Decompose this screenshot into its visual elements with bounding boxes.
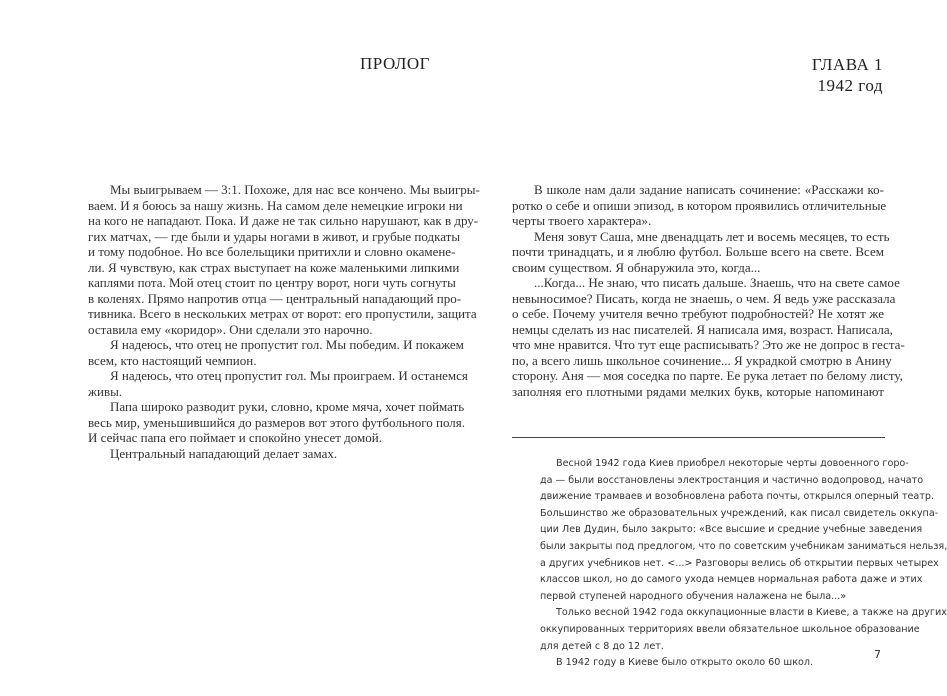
text-line: ротко о себе и опиши эпизод, в котором проявились отличительные (512, 197, 887, 213)
text-line: и тому подобное. Но все болельщики притихли и словно окамене- (88, 244, 456, 259)
text-line: ли. Я чувствую, как страх выступает на коже маленькими липкими (88, 259, 460, 275)
chapter-year: 1942 год (817, 76, 883, 95)
text-line: о себе. Почему учителя вечно требуют подробностей? Не хотят же (512, 306, 884, 321)
page-number: 7 (874, 648, 881, 661)
text-line: всем, кто настоящий чемпион. (88, 352, 257, 368)
text-line: по, а всего лишь школьное сочинение... Я украдкой смотрю в Анину (512, 352, 892, 368)
text-line: первой ступеней народного обучения налажена не была...» (540, 590, 847, 602)
text-line: И сейчас папа его поймает и спокойно унесет домой. (88, 430, 382, 445)
text-line: Только весной 1942 года оккупационные власти в Киеве, а также на других (556, 607, 947, 619)
historical-note (540, 456, 947, 672)
text-line: весь мир, уменьшившийся до размеров вот этого футбольного поля. (88, 414, 466, 430)
text-line: классов школ, но до самого ухода немцев нормальная работа даже и этих (540, 574, 923, 586)
prologue-title: ПРОЛОГ (360, 54, 431, 73)
text-line: каплями пота. Мой отец стоит по центру ворот, ноги чуть согнуты (88, 275, 456, 290)
text-line: почти тринадцать, и я люблю футбол. Больше всего на свете. Всем (512, 244, 884, 259)
text-line: В 1942 году в Киеве было открыто около 60 школ. (556, 657, 814, 669)
sidebar-divider (512, 437, 885, 438)
text-line: живы. (88, 383, 123, 399)
text-line: в коленях. Прямо напротив отца — центральный нападающий про- (88, 290, 462, 306)
text-line: черты твоего характера». (512, 213, 652, 228)
text-line: оккупированных территориях ввели обязательное школьное образование (540, 623, 920, 635)
text-line: Мы выигрываем — 3:1. Похоже, для нас все кончено. Мы выигры- (110, 182, 480, 197)
text-line: немцы сделать из нас писателей. Я написала имя, возраст. Написала, (512, 321, 893, 337)
text-line: заполняя его плотными рядами мелких букв, которые напоминают (512, 383, 884, 399)
text-line: Центральный нападающий делает замах. (110, 445, 338, 461)
text-line: Меня зовут Саша, мне двенадцать лет и восемь месяцев, то есть (534, 228, 890, 244)
text-line: Большинство же образовательных учреждений, как писал свидетель оккупа- (540, 507, 939, 519)
text-line: а других учебников нет. <...> Разговоры велись об открытии первых четырех (540, 557, 939, 569)
chapter-title: ГЛАВА 1 (811, 55, 883, 74)
chapter-heading (812, 54, 883, 96)
text-line: движение трамваев и возобновлена работа почты, открылся оперный театр. (540, 491, 935, 503)
text-line: своим существом. Я обнаружила это, когда... (512, 259, 761, 275)
text-line: Весной 1942 года Киев приобрел некоторые черты довоенного горо- (556, 458, 909, 469)
text-line: были закрыты под предлогом, что по советским учебникам заниматься нельзя, (540, 540, 947, 552)
text-line: да — были восстановлены электростанция и частично водопровод, начато (540, 474, 924, 486)
text-line: невыносимое? Писать, когда не знаешь, о чем. Я ведь уже рассказала (512, 290, 896, 306)
chapter-text (512, 182, 905, 399)
text-line: Папа широко разводит руки, словно, кроме мяча, хочет поймать (110, 399, 465, 414)
text-line: Я надеюсь, что отец не пропустит гол. Мы победим. И покажем (110, 337, 464, 352)
text-line: ции Лев Дудин, было закрыто: «Все высшие и средние учебные заведения (540, 524, 923, 536)
text-line: тивника. Всего в нескольких метрах от ворот: его пропустили, защита (88, 306, 477, 321)
text-line: оставила ему «коридор». Они сделали это нарочно. (88, 321, 373, 337)
text-line: что мне нравится. Что тут еще расписывать? Это же не допрос в геста- (512, 337, 905, 352)
text-line: ...Когда... Не знаю, что писать дальше. Знаешь, что на свете самое (534, 275, 900, 290)
text-line: ваем. И я боюсь за нашу жизнь. На самом деле немецкие игроки ни (88, 197, 463, 213)
prologue-text (88, 182, 480, 461)
text-line: сторону. Аня — моя соседка по парте. Ее рука летает по белому листу, (512, 368, 903, 383)
text-line: Я надеюсь, что отец пропустит гол. Мы проиграем. И останемся (110, 368, 468, 383)
text-line: на кого не нападают. Пока. И даже не так сильно нарушают, как в дру- (88, 213, 479, 228)
text-line: для детей с 8 до 12 лет. (540, 640, 664, 652)
text-line: В школе нам дали задание написать сочинение: «Расскажи ко- (534, 182, 884, 197)
text-line: гих матчах, — где были и удары ногами в живот, и грубые подкаты (88, 228, 461, 244)
